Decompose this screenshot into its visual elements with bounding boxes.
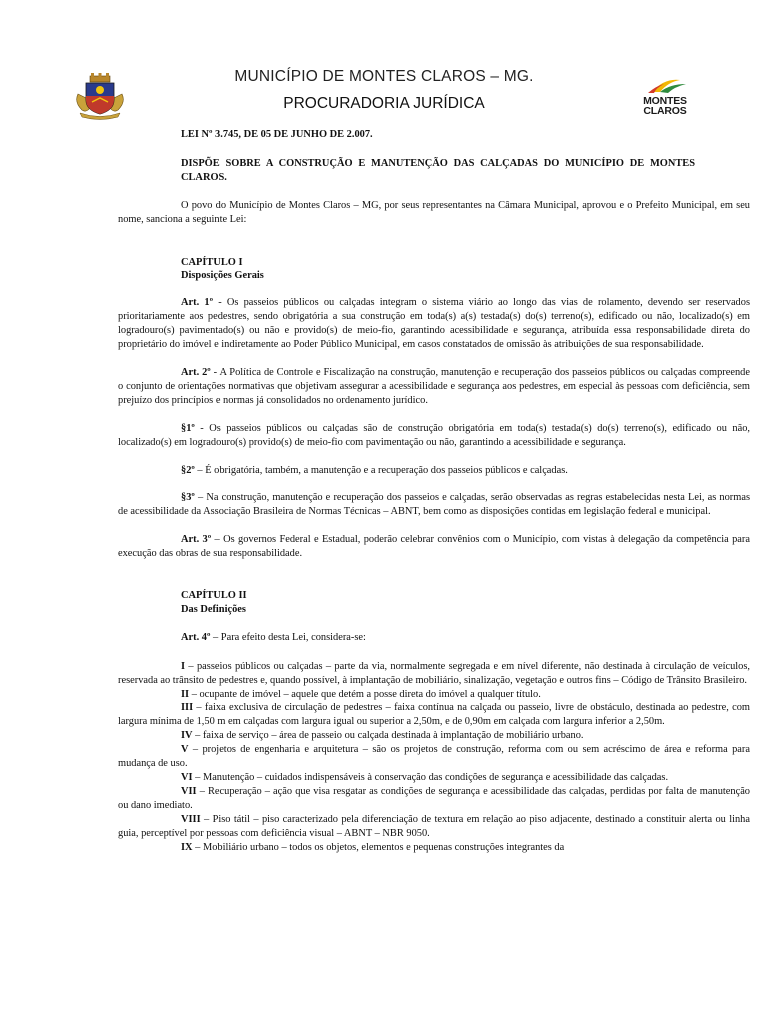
article-1-label: Art. 1º	[181, 297, 213, 309]
paragraph-2-text: – É obrigatória, também, a manutenção e a recuperação dos passeios públicos e calçadas.	[194, 464, 568, 476]
article-2-label: Art. 2º	[181, 366, 211, 378]
paragraph-3-text: – Na construção, manutenção e recuperação dos passeios e calçadas, serão observadas as regras estabelecidas nesta Lei, as normas de acessibilidade da Associação Brasileira de Normas Técnicas – ABNT, bem como as disposições contidas em legislação federal e municipal.	[118, 492, 750, 518]
definition-label: I	[181, 660, 186, 672]
department-header: PROCURADORIA JURÍDICA	[283, 95, 485, 112]
definition-text: – passeios públicos ou calçadas – parte da via, normalmente segregada e em nível diferente, não destinada à circulação de veículos, reservada ao trânsito de pedestres e, quando possível, à implantação de mobiliário, sinalização, vegetação e outros fins – Código de Trânsito Brasileiro.	[118, 660, 750, 686]
municipality-header: MUNICÍPIO DE MONTES CLAROS – MG.	[234, 68, 534, 85]
article-4-text: – Para efeito desta Lei, considera-se:	[210, 631, 366, 643]
chapter-2-subheading: Das Definições	[181, 603, 246, 615]
definition-text: – projetos de engenharia e arquitetura – são os projetos de construção, reforma com ou sem acréscimo de área e reforma para mudança de uso.	[118, 744, 750, 770]
logo-line-1: MONTES	[643, 95, 687, 107]
definition-text: – ocupante de imóvel – aquele que detém a posse direta do imóvel a qualquer título.	[189, 688, 541, 700]
definition-text: – Mobiliário urbano – todos os objetos, elementos e pequenas construções integrantes da	[192, 841, 565, 853]
definition-label: IX	[181, 841, 193, 853]
chapter-1-subheading: Disposições Gerais	[181, 270, 264, 282]
law-title: LEI Nº 3.745, DE 05 DE JUNHO DE 2.007.	[181, 129, 373, 140]
definition-text: – Recuperação – ação que visa resgatar as condições de segurança e acessibilidade das calçadas, perdidas por falta de manutenção ou dano imediato.	[118, 785, 750, 811]
definition-text: – Piso tátil – piso caracterizado pela diferenciação de textura em relação ao piso adjacente, destinado a constituir alerta ou linha guia, perceptível por pessoas com deficiência visual – ABNT – NBR 9050.	[118, 813, 750, 839]
logo-line-2: CLAROS	[643, 105, 687, 117]
article-3-text: – Os governos Federal e Estadual, poderão celebrar convênios com o Município, com vistas à delegação da competência para execução das obras de sua responsabilidade.	[118, 534, 750, 560]
article-1-text: - Os passeios públicos ou calçadas integram o sistema viário ao longo das vias de rolamento, devendo ser reservados prioritariamente aos pedestres, sendo obrigatória a sua construção em toda(s) a(s) testada(s) do(s) terreno(s), edificado ou não, localizado(s) em logradouro(s) pavimentado(s) ou não e provido(s) de meio-fio, garantindo acessibilidade e segurança, atribuída essa responsabilidade direta do proprietário do imóvel e indiretamente ao Poder Público Municipal, em casos constatados de omissão às atribuições de sua responsabilidade.	[118, 297, 750, 351]
definition-text: – Manutenção – cuidados indispensáveis à conservação das condições de segurança e acessibilidade das calçadas.	[192, 772, 669, 783]
definition-item	[118, 688, 750, 702]
article-4	[181, 631, 695, 645]
paragraph-3-label: §3º	[181, 492, 195, 504]
definition-item	[118, 701, 750, 729]
article-2	[118, 366, 750, 408]
article-4-label: Art. 4º	[181, 631, 211, 643]
definition-label: V	[181, 744, 189, 756]
montes-claros-logo	[634, 76, 696, 126]
definition-item	[118, 660, 750, 688]
law-summary: DISPÕE SOBRE A CONSTRUÇÃO E MANUTENÇÃO DAS CALÇADAS DO MUNICÍPIO DE MONTES CLAROS.	[181, 157, 695, 183]
law-body	[118, 128, 750, 854]
chapter-1-heading: CAPÍTULO I	[181, 256, 243, 268]
article-2-text: - A Política de Controle e Fiscalização na construção, manutenção e recuperação dos passeios públicos ou calçadas compreende o conjunto de orientações normativas que objetivam assegurar a acessibilidade e segurança aos pedestres, em especial às pessoas com deficiência, sem prejuízo dos princípios e normas já consolidados no ordenamento jurídico.	[118, 366, 750, 406]
definition-item	[118, 743, 750, 771]
definition-item	[118, 785, 750, 813]
definition-text: – faixa de serviço – área de passeio ou calçada destinada à implantação de mobiliário urbano.	[192, 730, 584, 742]
definition-item	[118, 841, 750, 855]
definition-item	[118, 771, 750, 785]
definition-item	[118, 813, 750, 841]
chapter-2-heading: CAPÍTULO II	[181, 590, 247, 602]
preamble: O povo do Município de Montes Claros – MG, por seus representantes na Câmara Municipal, aprovou e o Prefeito Municipal, em seu nome, sanciona a seguinte Lei:	[118, 199, 750, 225]
definitions-list	[118, 660, 750, 855]
definition-label: VI	[181, 772, 193, 783]
definition-label: IV	[181, 730, 193, 742]
definition-text: – faixa exclusiva de circulação de pedestres – faixa contínua na calçada ou passeio, livre de obstáculo, destinada ao pedestre, com largura mínima de 1,50 m em calçadas com largura igual ou superior a 2,50m, e de 0,90m em calçada com largura inferior a 2,50m.	[118, 702, 750, 728]
article-3	[118, 533, 750, 561]
paragraph-1-label: §1º	[181, 422, 195, 434]
logo-swoosh-icon	[634, 76, 696, 96]
definition-label: VIII	[181, 813, 201, 825]
paragraph-1-text: - Os passeios públicos ou calçadas são de construção obrigatória em toda(s) testada(s) do(s) terreno(s), edificado ou não, localizado(s) em logradouro(s) provido(s) de meio-fio com pavimentação ou não, garantindo a acessibilidade e segurança.	[118, 422, 750, 448]
definition-label: III	[181, 702, 194, 714]
paragraph-2	[118, 464, 750, 478]
definition-item	[118, 729, 750, 743]
definition-label: II	[181, 688, 190, 700]
article-1	[118, 296, 750, 352]
paragraph-1	[118, 422, 750, 450]
paragraph-3	[118, 491, 750, 519]
definition-label: VII	[181, 785, 197, 797]
paragraph-2-label: §2º	[181, 464, 195, 476]
article-3-label: Art. 3º	[181, 534, 212, 546]
